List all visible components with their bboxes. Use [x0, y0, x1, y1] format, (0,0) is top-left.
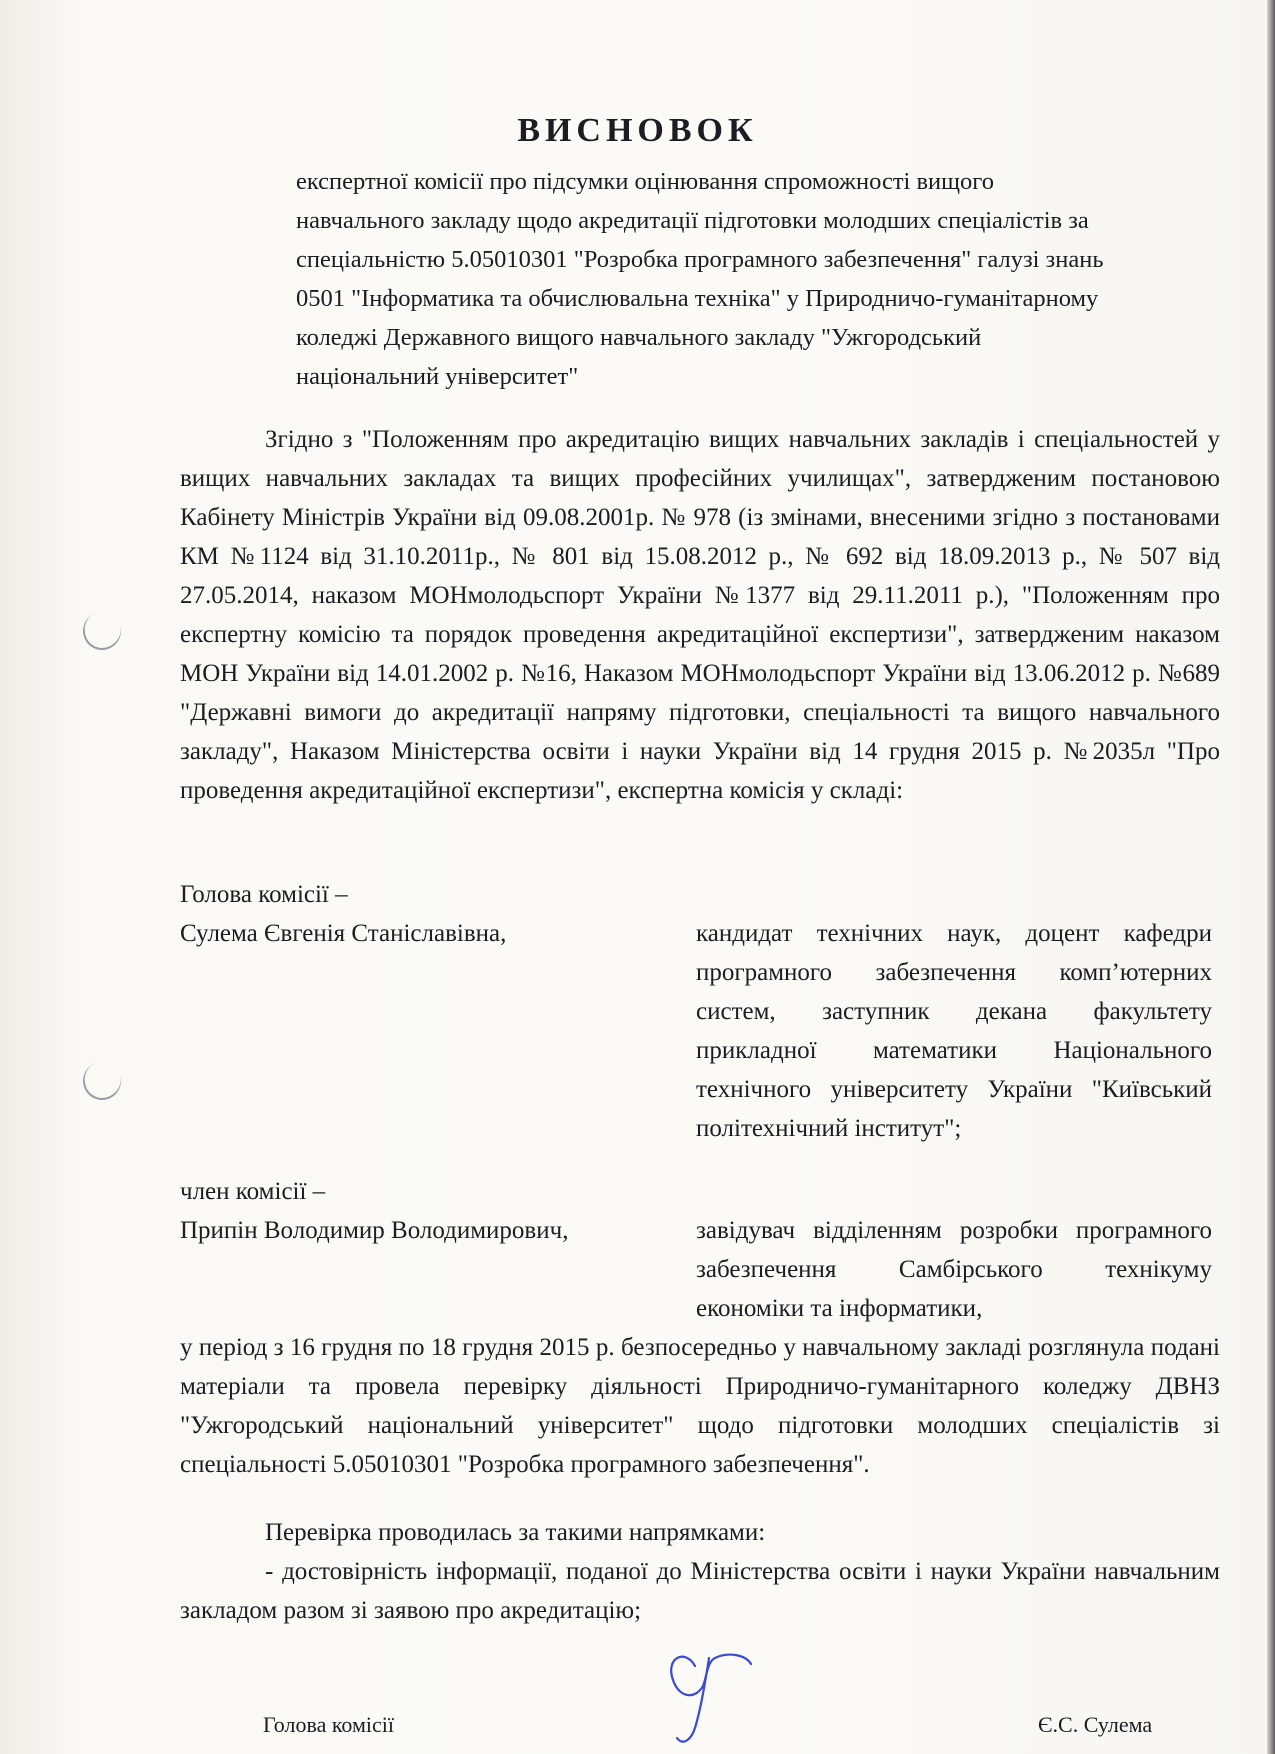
member-name: Припін Володимир Володимирович, [180, 1217, 569, 1244]
footer-chair-label: Голова комісії [263, 1712, 395, 1737]
intro-paragraph: Згідно з "Положенням про акредитацію вищих навчальних закладів і спеціальностей у вищих навчальних закладах та вищих професійних училищах", затвердженим постановою Кабінету Міністрів України від 09.08.2001р. № 978 (із змінами, внесеними згідно з постановами КМ №1124 від 31.10.2011р., № 801 від 15.08.2012 р., № 692 від 18.09.2013 р., № 507 від 27.05.2014, наказом МОНмолодьспорт України №1377 від 29.11.2011 р.), "Положенням про експертну комісію та порядок проведення акредитаційної експертизи", затвердженим наказом МОН України від 14.01.2002 р. №16, Наказом МОНмолодьспорт України від 13.06.2012 р. №689 "Державні вимоги до акредитації напряму підготовки, спеціальності та вищого навчального закладу", Наказом Міністерства освіти і науки України від 14 грудня 2015 р. №2035л "Про проведення акредитаційної експертизи", експертна комісія у складі: [180, 426, 1220, 804]
document-title: ВИСНОВОК [517, 112, 758, 149]
member-description: завідувач відділенням розробки програмного забезпечення Самбірського технікуму економіки та інформатики, [696, 1217, 1212, 1322]
punch-hole-mark [78, 1057, 127, 1106]
period-paragraph: у період з 16 грудня по 18 грудня 2015 р. безпосередньо у навчальному закладі розглянула подані матеріали та провела перевірку діяльності Природничо-гуманітарного коледжу ДВНЗ "Ужгородський національний університет" щодо підготовки молодших спеціалістів зі спеціальності 5.05010301 "Розробка програмного забезпечення". [180, 1334, 1220, 1478]
scan-edge [1267, 0, 1275, 1754]
chair-role: Голова комісії – [180, 881, 348, 908]
directions-item: - достовірність інформації, поданої до Міністерства освіти і науки України навчальним закладом разом зі заявою про акредитацію; [180, 1558, 1220, 1624]
punch-hole-mark [78, 607, 127, 656]
signature-image [655, 1628, 765, 1748]
footer-signatory-name: Є.С. Сулема [1038, 1712, 1153, 1737]
directions-intro: Перевірка проводилась за такими напрямками: [265, 1519, 766, 1546]
chair-description: кандидат технічних наук, доцент кафедри програмного забезпечення комп’ютерних систем, заступник декана факультету прикладної математики Національного технічного університету України "Київський політехнічний інститут"; [696, 920, 1212, 1142]
chair-name: Сулема Євгенія Станіславівна, [180, 920, 507, 947]
document-subtitle: експертної комісії про підсумки оцінювання спроможності вищого навчального закладу щодо акредитації підготовки молодших спеціалістів за спеціальністю 5.05010301 "Розробка програмного забезпечення" галузі знань 0501 "Інформатика та обчислювальна техніка" у Природничо-гуманітарному коледжі Державного вищого навчального закладу "Ужгородський національний університет" [296, 168, 1104, 390]
member-role: член комісії – [180, 1178, 326, 1205]
